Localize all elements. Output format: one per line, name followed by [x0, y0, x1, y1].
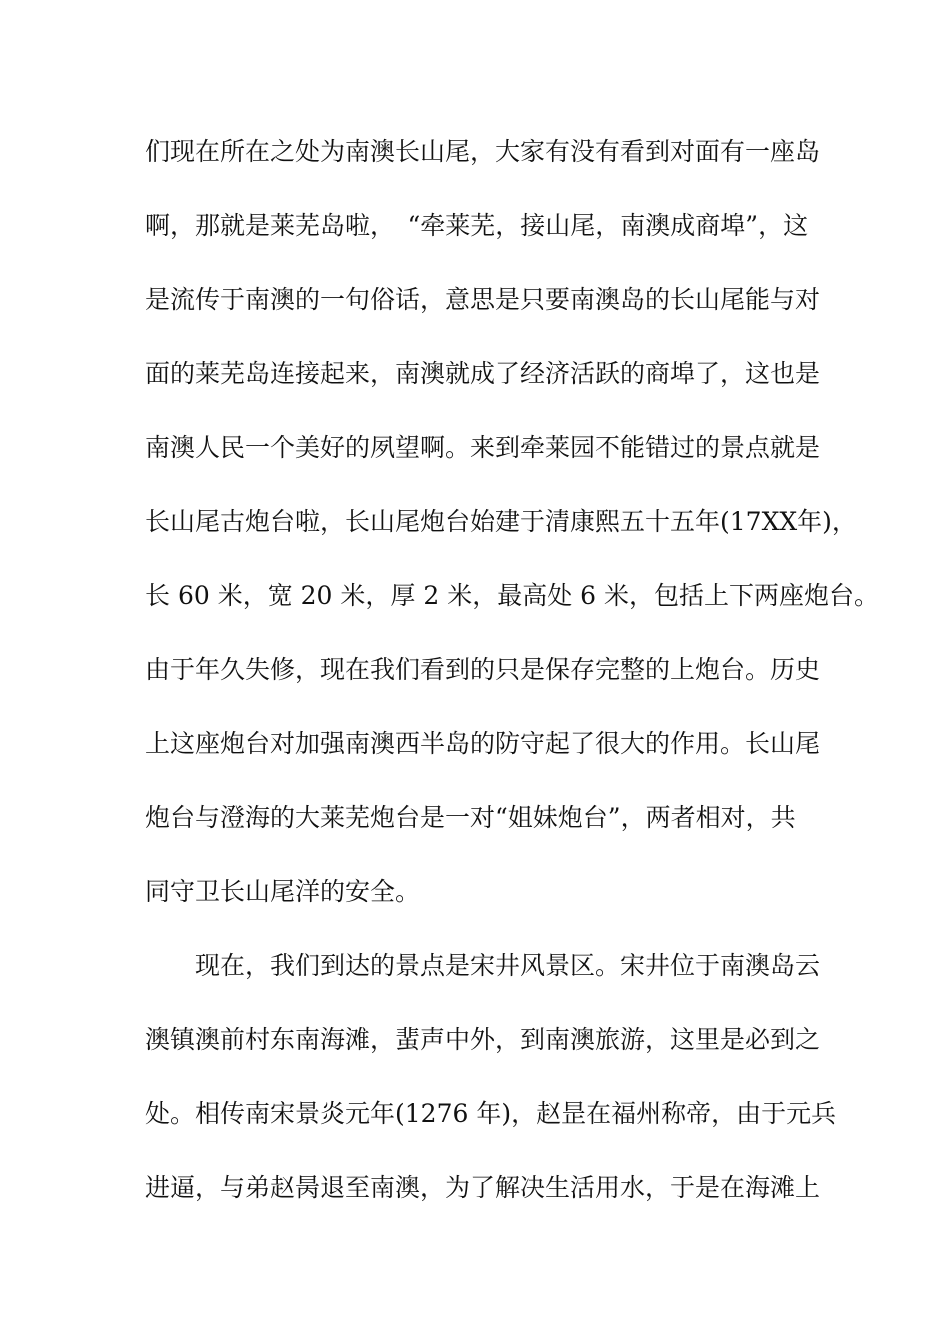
text-line: 南澳人民一个美好的夙望啊。来到牵莱园不能错过的景点就是: [145, 433, 821, 462]
text-line: 处。相传南宋景炎元年(1276 年)，赵昰在福州称帝，由于元兵: [145, 1099, 837, 1128]
text-line: 炮台与澄海的大莱芜炮台是一对“姐妹炮台”，两者相对，共: [145, 803, 796, 832]
paragraph-changshanwei: [145, 130, 880, 944]
text-line: 长山尾古炮台啦，长山尾炮台始建于清康熙五十五年(17XX年)，: [145, 507, 857, 536]
text-line: 啊，那就是莱芜岛啦， “牵莱芜，接山尾，南澳成商埠”，这: [145, 211, 809, 240]
text-line: 长 60 米，宽 20 米，厚 2 米，最高处 6 米，包括上下两座炮台。: [145, 581, 880, 610]
text-line: 们现在所在之处为南澳长山尾，大家有没有看到对面有一座岛: [145, 137, 821, 166]
text-line: 进逼，与弟赵昺退至南澳，为了解决生活用水，于是在海滩上: [145, 1173, 821, 1202]
text-line: 上这座炮台对加强南澳西半岛的防守起了很大的作用。长山尾: [145, 729, 821, 758]
text-line: 是流传于南澳的一句俗话，意思是只要南澳岛的长山尾能与对: [145, 285, 821, 314]
text-line: 澳镇澳前村东南海滩，蜚声中外，到南澳旅游，这里是必到之: [145, 1025, 821, 1054]
text-line: 现在，我们到达的景点是宋井风景区。宋井位于南澳岛云: [195, 951, 821, 980]
paragraph-songjing: [145, 944, 835, 1240]
body-text: [145, 130, 880, 1240]
text-line: 由于年久失修，现在我们看到的只是保存完整的上炮台。历史: [145, 655, 821, 684]
text-line: 同守卫长山尾洋的安全。: [145, 877, 421, 906]
text-line: 面的莱芜岛连接起来，南澳就成了经济活跃的商埠了，这也是: [145, 359, 821, 388]
